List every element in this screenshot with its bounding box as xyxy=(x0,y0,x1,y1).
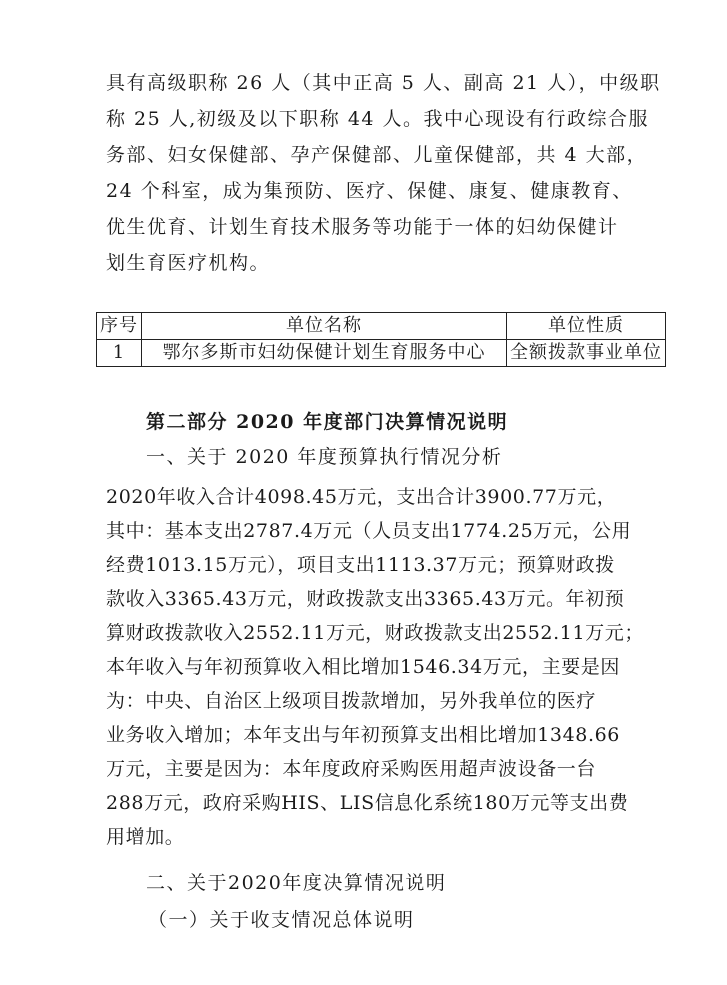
text-line: 2020年收入合计4098.45万元，支出合计3900.77万元， xyxy=(106,486,617,508)
text-line: 为：中央、自治区上级项目拨款增加，另外我单位的医疗 xyxy=(106,690,597,712)
text-line: 具有高级职称 26 人（其中正高 5 人、副高 21 人），中级职 xyxy=(106,72,661,94)
text-line: 本年收入与年初预算收入相比增加1546.34万元，主要是因 xyxy=(106,656,620,678)
unit-table xyxy=(96,312,666,367)
subsection-heading-1: 一、关于 2020 年度预算执行情况分析 xyxy=(146,446,503,468)
text-line: 划生育医疗机构。 xyxy=(106,252,271,274)
text-line: 算财政拨款收入2552.11万元，财政拨款支出2552.11万元； xyxy=(106,622,644,644)
text-line: 288万元，政府采购HIS、LIS信息化系统180万元等支出费 xyxy=(106,792,629,814)
text-line: 款收入3365.43万元，财政拨款支出3365.43万元。年初预 xyxy=(106,588,625,610)
text-line: 用增加。 xyxy=(106,826,185,848)
text-line: 业务收入增加；本年支出与年初预算支出相比增加1348.66 xyxy=(106,724,620,746)
budget-analysis-paragraph xyxy=(106,480,666,854)
cell-index: 1 xyxy=(97,340,142,367)
text-line: 万元，主要是因为：本年度政府采购医用超声波设备一台 xyxy=(106,758,597,780)
text-line: 称 25 人,初级及以下职称 44 人。我中心现设有行政综合服 xyxy=(106,108,650,130)
header-cell-unit-name: 单位名称 xyxy=(142,313,507,340)
text-line: 优生优育、计划生育技术服务等功能于一体的妇幼保健计 xyxy=(106,216,619,238)
cell-unit-type: 全额拨款事业单位 xyxy=(507,340,666,367)
text-line: 经费1013.15万元），项目支出1113.37万元；预算财政拨 xyxy=(106,554,615,576)
text-line: 24 个科室，成为集预防、医疗、保健、康复、健康教育、 xyxy=(106,180,633,202)
cell-unit-name: 鄂尔多斯市妇幼保健计划生育服务中心 xyxy=(142,340,507,367)
table-row xyxy=(97,340,666,367)
text-line: 其中：基本支出2787.4万元（人员支出1774.25万元，公用 xyxy=(106,520,632,542)
table-header-row xyxy=(97,313,666,340)
header-cell-index: 序号 xyxy=(97,313,142,340)
subsection-heading-2: 二、关于2020年度决算情况说明 xyxy=(146,872,447,894)
section-heading: 第二部分 2020 年度部门决算情况说明 xyxy=(146,411,509,433)
intro-paragraph xyxy=(106,65,666,281)
header-cell-unit-type: 单位性质 xyxy=(507,313,666,340)
subsection-heading-3: （一）关于收支情况总体说明 xyxy=(148,909,415,931)
text-line: 务部、妇女保健部、孕产保健部、儿童保健部，共 4 大部， xyxy=(106,144,648,166)
